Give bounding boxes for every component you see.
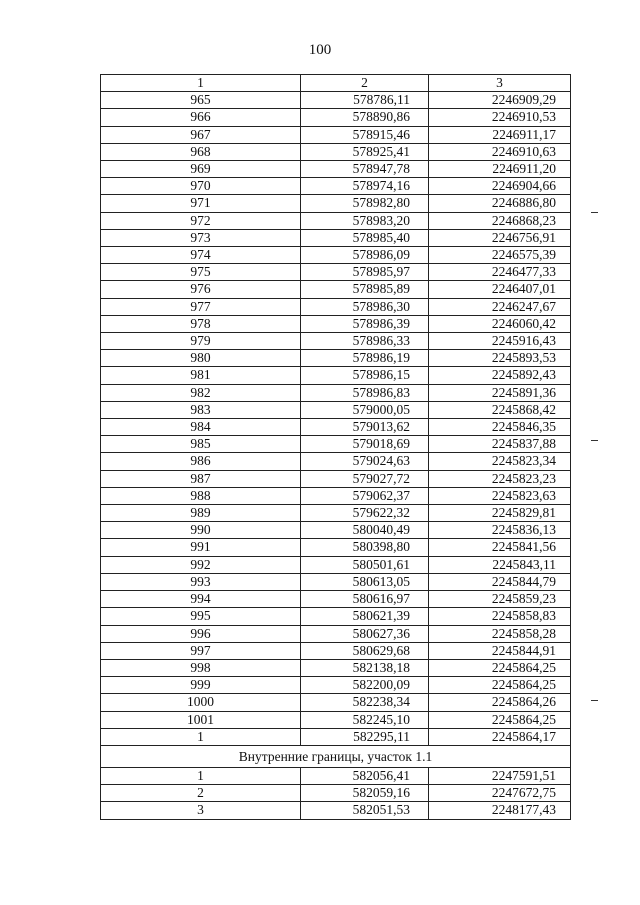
y-coordinate-cell: 2247591,51: [429, 767, 571, 784]
x-coordinate-cell: 582200,09: [301, 677, 429, 694]
table-row: [101, 436, 571, 453]
coordinates-table: [100, 74, 571, 820]
table-row: [101, 178, 571, 195]
y-coordinate-cell: 2248177,43: [429, 802, 571, 819]
table-row: [101, 642, 571, 659]
x-coordinate-cell: 578986,19: [301, 350, 429, 367]
x-coordinate-cell: 578986,09: [301, 247, 429, 264]
table-row: [101, 212, 571, 229]
point-number-cell: 970: [101, 178, 301, 195]
section-title-row: [101, 745, 571, 767]
x-coordinate-cell: 580398,80: [301, 539, 429, 556]
point-number-cell: 971: [101, 195, 301, 212]
x-coordinate-cell: 580501,61: [301, 556, 429, 573]
table-row: [101, 247, 571, 264]
y-coordinate-cell: 2245864,17: [429, 728, 571, 745]
y-coordinate-cell: 2245829,81: [429, 505, 571, 522]
point-number-cell: 1: [101, 767, 301, 784]
margin-mark: [591, 440, 598, 441]
x-coordinate-cell: 580621,39: [301, 608, 429, 625]
y-coordinate-cell: 2246909,29: [429, 92, 571, 109]
point-number-cell: 978: [101, 315, 301, 332]
y-coordinate-cell: 2245858,28: [429, 625, 571, 642]
table-row: [101, 92, 571, 109]
y-coordinate-cell: 2245844,79: [429, 573, 571, 590]
table-row: [101, 126, 571, 143]
table-row: [101, 384, 571, 401]
column-header: 1: [101, 75, 301, 92]
table-row: [101, 677, 571, 694]
table-row: [101, 367, 571, 384]
x-coordinate-cell: 578986,83: [301, 384, 429, 401]
y-coordinate-cell: 2245891,36: [429, 384, 571, 401]
x-coordinate-cell: 580616,97: [301, 591, 429, 608]
x-coordinate-cell: 578915,46: [301, 126, 429, 143]
y-coordinate-cell: 2245893,53: [429, 350, 571, 367]
table-row: [101, 401, 571, 418]
y-coordinate-cell: 2246756,91: [429, 229, 571, 246]
point-number-cell: 999: [101, 677, 301, 694]
x-coordinate-cell: 578982,80: [301, 195, 429, 212]
y-coordinate-cell: 2245823,34: [429, 453, 571, 470]
table-row: [101, 694, 571, 711]
point-number-cell: 3: [101, 802, 301, 819]
point-number-cell: 972: [101, 212, 301, 229]
point-number-cell: 977: [101, 298, 301, 315]
y-coordinate-cell: 2245837,88: [429, 436, 571, 453]
table-row: [101, 229, 571, 246]
x-coordinate-cell: 578986,33: [301, 333, 429, 350]
x-coordinate-cell: 578947,78: [301, 161, 429, 178]
table-row: [101, 298, 571, 315]
x-coordinate-cell: 579027,72: [301, 470, 429, 487]
table-row: [101, 281, 571, 298]
y-coordinate-cell: 2246247,67: [429, 298, 571, 315]
y-coordinate-cell: 2245916,43: [429, 333, 571, 350]
point-number-cell: 1001: [101, 711, 301, 728]
table-row: [101, 711, 571, 728]
point-number-cell: 983: [101, 401, 301, 418]
y-coordinate-cell: 2245868,42: [429, 401, 571, 418]
y-coordinate-cell: 2245846,35: [429, 419, 571, 436]
column-header: 3: [429, 75, 571, 92]
y-coordinate-cell: 2246911,20: [429, 161, 571, 178]
point-number-cell: 973: [101, 229, 301, 246]
y-coordinate-cell: 2245843,11: [429, 556, 571, 573]
point-number-cell: 997: [101, 642, 301, 659]
point-number-cell: 989: [101, 505, 301, 522]
table-row: [101, 659, 571, 676]
table-row: [101, 195, 571, 212]
table-row: [101, 556, 571, 573]
point-number-cell: 974: [101, 247, 301, 264]
point-number-cell: 975: [101, 264, 301, 281]
margin-mark: [591, 700, 598, 701]
point-number-cell: 985: [101, 436, 301, 453]
y-coordinate-cell: 2245864,26: [429, 694, 571, 711]
table-header-row: [101, 75, 571, 92]
x-coordinate-cell: 578985,89: [301, 281, 429, 298]
x-coordinate-cell: 579000,05: [301, 401, 429, 418]
point-number-cell: 979: [101, 333, 301, 350]
x-coordinate-cell: 578985,97: [301, 264, 429, 281]
table-row: [101, 573, 571, 590]
x-coordinate-cell: 579013,62: [301, 419, 429, 436]
y-coordinate-cell: 2246910,53: [429, 109, 571, 126]
table-row: [101, 539, 571, 556]
x-coordinate-cell: 579024,63: [301, 453, 429, 470]
table-row: [101, 802, 571, 819]
point-number-cell: 982: [101, 384, 301, 401]
x-coordinate-cell: 579018,69: [301, 436, 429, 453]
y-coordinate-cell: 2245859,23: [429, 591, 571, 608]
x-coordinate-cell: 579622,32: [301, 505, 429, 522]
point-number-cell: 993: [101, 573, 301, 590]
table-row: [101, 315, 571, 332]
point-number-cell: 995: [101, 608, 301, 625]
point-number-cell: 980: [101, 350, 301, 367]
table-row: [101, 767, 571, 784]
y-coordinate-cell: 2245823,63: [429, 487, 571, 504]
point-number-cell: 2: [101, 785, 301, 802]
x-coordinate-cell: 578974,16: [301, 178, 429, 195]
y-coordinate-cell: 2245823,23: [429, 470, 571, 487]
x-coordinate-cell: 578983,20: [301, 212, 429, 229]
table-row: [101, 109, 571, 126]
x-coordinate-cell: 582245,10: [301, 711, 429, 728]
x-coordinate-cell: 580627,36: [301, 625, 429, 642]
table-row: [101, 625, 571, 642]
table-row: [101, 591, 571, 608]
y-coordinate-cell: 2245841,56: [429, 539, 571, 556]
x-coordinate-cell: 578890,86: [301, 109, 429, 126]
x-coordinate-cell: 582056,41: [301, 767, 429, 784]
y-coordinate-cell: 2246910,63: [429, 143, 571, 160]
table-row: [101, 419, 571, 436]
x-coordinate-cell: 582059,16: [301, 785, 429, 802]
y-coordinate-cell: 2245864,25: [429, 711, 571, 728]
x-coordinate-cell: 578986,15: [301, 367, 429, 384]
y-coordinate-cell: 2245844,91: [429, 642, 571, 659]
x-coordinate-cell: 582238,34: [301, 694, 429, 711]
y-coordinate-cell: 2246868,23: [429, 212, 571, 229]
table-row: [101, 487, 571, 504]
point-number-cell: 968: [101, 143, 301, 160]
y-coordinate-cell: 2247672,75: [429, 785, 571, 802]
point-number-cell: 965: [101, 92, 301, 109]
point-number-cell: 996: [101, 625, 301, 642]
section-title: Внутренние границы, участок 1.1: [101, 745, 571, 767]
point-number-cell: 994: [101, 591, 301, 608]
y-coordinate-cell: 2245858,83: [429, 608, 571, 625]
point-number-cell: 976: [101, 281, 301, 298]
x-coordinate-cell: 578985,40: [301, 229, 429, 246]
point-number-cell: 986: [101, 453, 301, 470]
x-coordinate-cell: 580613,05: [301, 573, 429, 590]
x-coordinate-cell: 582295,11: [301, 728, 429, 745]
table-row: [101, 785, 571, 802]
point-number-cell: 984: [101, 419, 301, 436]
y-coordinate-cell: 2246886,80: [429, 195, 571, 212]
margin-mark: [591, 212, 598, 213]
x-coordinate-cell: 580040,49: [301, 522, 429, 539]
y-coordinate-cell: 2246904,66: [429, 178, 571, 195]
table-row: [101, 608, 571, 625]
point-number-cell: 991: [101, 539, 301, 556]
point-number-cell: 992: [101, 556, 301, 573]
table-row: [101, 505, 571, 522]
x-coordinate-cell: 579062,37: [301, 487, 429, 504]
point-number-cell: 966: [101, 109, 301, 126]
table-row: [101, 333, 571, 350]
x-coordinate-cell: 582051,53: [301, 802, 429, 819]
point-number-cell: 1: [101, 728, 301, 745]
point-number-cell: 981: [101, 367, 301, 384]
table-row: [101, 143, 571, 160]
y-coordinate-cell: 2245892,43: [429, 367, 571, 384]
table-row: [101, 728, 571, 745]
x-coordinate-cell: 578986,39: [301, 315, 429, 332]
x-coordinate-cell: 578925,41: [301, 143, 429, 160]
point-number-cell: 998: [101, 659, 301, 676]
x-coordinate-cell: 582138,18: [301, 659, 429, 676]
point-number-cell: 988: [101, 487, 301, 504]
y-coordinate-cell: 2246477,33: [429, 264, 571, 281]
y-coordinate-cell: 2246407,01: [429, 281, 571, 298]
column-header: 2: [301, 75, 429, 92]
x-coordinate-cell: 578986,30: [301, 298, 429, 315]
point-number-cell: 969: [101, 161, 301, 178]
point-number-cell: 987: [101, 470, 301, 487]
x-coordinate-cell: 580629,68: [301, 642, 429, 659]
table-row: [101, 453, 571, 470]
x-coordinate-cell: 578786,11: [301, 92, 429, 109]
table-row: [101, 264, 571, 281]
y-coordinate-cell: 2246060,42: [429, 315, 571, 332]
point-number-cell: 1000: [101, 694, 301, 711]
y-coordinate-cell: 2245864,25: [429, 677, 571, 694]
y-coordinate-cell: 2246911,17: [429, 126, 571, 143]
table-row: [101, 522, 571, 539]
point-number-cell: 967: [101, 126, 301, 143]
y-coordinate-cell: 2246575,39: [429, 247, 571, 264]
y-coordinate-cell: 2245864,25: [429, 659, 571, 676]
table-row: [101, 161, 571, 178]
y-coordinate-cell: 2245836,13: [429, 522, 571, 539]
table-row: [101, 350, 571, 367]
table-row: [101, 470, 571, 487]
page-number: 100: [308, 42, 332, 58]
point-number-cell: 990: [101, 522, 301, 539]
